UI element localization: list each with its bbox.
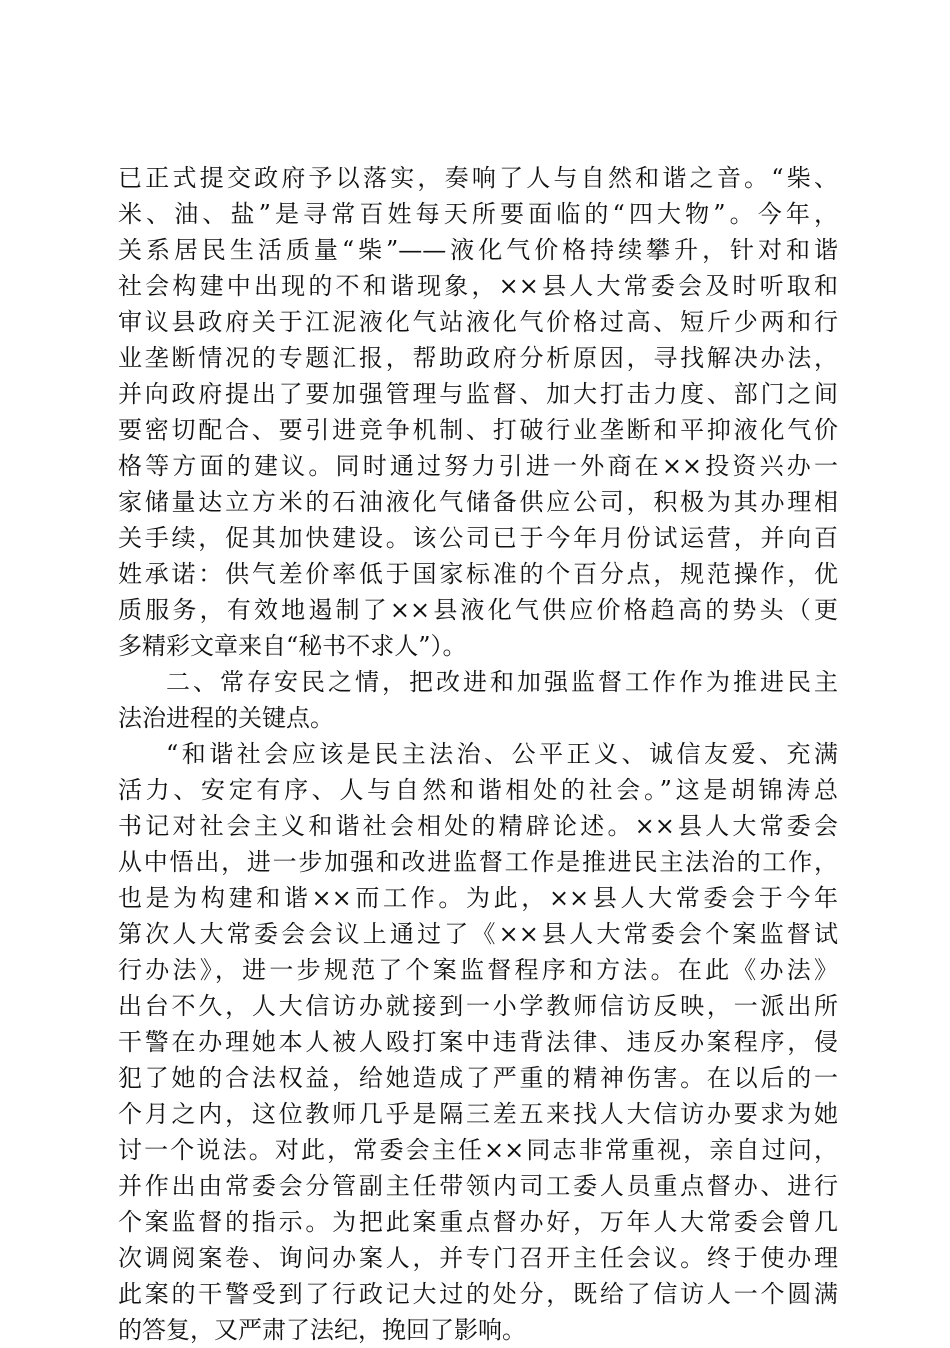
text-line: 出台不久，人大信访办就接到一小学教师信访反映，一派出所 — [118, 992, 838, 1020]
text-line: 已正式提交政府予以落实，奏响了人与自然和谐之音。“柴、 — [118, 164, 838, 192]
text-line: 个案监督的指示。为把此案重点督办好，万年人大常委会曾几 — [118, 1208, 838, 1236]
text-line: 第次人大常委会会议上通过了《××县人大常委会个案监督试 — [118, 920, 838, 948]
text-line: 从中悟出，进一步加强和改进监督工作是推进民主法治的工作， — [118, 848, 838, 876]
text-line: 此案的干警受到了行政记大过的处分，既给了信访人一个圆满 — [118, 1280, 838, 1308]
text-line: 米、油、盐”是寻常百姓每天所要面临的“四大物”。今年， — [118, 200, 838, 228]
text-line: 犯了她的合法权益，给她造成了严重的精神伤害。在以后的一 — [118, 1064, 838, 1092]
text-line: 关手续，促其加快建设。该公司已于今年月份试运营，并向百 — [118, 524, 838, 552]
text-line: 的答复，又严肃了法纪，挽回了影响。 — [118, 1316, 526, 1344]
text-line: 并作出由常委会分管副主任带领内司工委人员重点督办、进行 — [118, 1172, 838, 1200]
text-line: 并向政府提出了要加强管理与监督、加大打击力度、部门之间 — [118, 380, 838, 408]
text-line: 社会构建中出现的不和谐现象，××县人大常委会及时听取和 — [118, 272, 838, 300]
text-line: 书记对社会主义和谐社会相处的精辟论述。××县人大常委会 — [118, 812, 838, 840]
text-line: “和谐社会应该是民主法治、公平正义、诚信友爱、充满 — [166, 740, 838, 768]
text-line: 家储量达立方米的石油液化气储备供应公司，积极为其办理相 — [118, 488, 838, 516]
text-line: 要密切配合、要引进竞争机制、打破行业垄断和平抑液化气价 — [118, 416, 838, 444]
section-heading-line: 法治进程的关键点。 — [118, 704, 334, 732]
text-line: 业垄断情况的专题汇报，帮助政府分析原因，寻找解决办法， — [118, 344, 838, 372]
text-line: 也是为构建和谐××而工作。为此，××县人大常委会于今年 — [118, 884, 838, 912]
text-line: 干警在办理她本人被人殴打案中违背法律、违反办案程序，侵 — [118, 1028, 838, 1056]
text-line: 次调阅案卷、询问办案人，并专门召开主任会议。终于使办理 — [118, 1244, 838, 1272]
section-heading-line: 二、常存安民之情，把改进和加强监督工作作为推进民主 — [166, 668, 838, 696]
text-line: 行办法》，进一步规范了个案监督程序和方法。在此《办法》 — [118, 956, 838, 984]
text-line: 质服务，有效地遏制了××县液化气供应价格趋高的势头（更 — [118, 596, 838, 624]
text-line: 个月之内，这位教师几乎是隔三差五来找人大信访办要求为她 — [118, 1100, 838, 1128]
text-line: 讨一个说法。对此，常委会主任××同志非常重视，亲自过问， — [118, 1136, 838, 1164]
text-line: 审议县政府关于江泥液化气站液化气价格过高、短斤少两和行 — [118, 308, 838, 336]
text-line: 多精彩文章来自“秘书不求人”）。 — [118, 632, 467, 660]
text-line: 活力、安定有序、人与自然和谐相处的社会。”这是胡锦涛总 — [118, 776, 838, 804]
text-line: 关系居民生活质量“柴”——液化气价格持续攀升，针对和谐 — [118, 236, 838, 264]
text-line: 姓承诺：供气差价率低于国家标准的个百分点，规范操作，优 — [118, 560, 838, 588]
text-line: 格等方面的建议。同时通过努力引进一外商在××投资兴办一 — [118, 452, 838, 480]
